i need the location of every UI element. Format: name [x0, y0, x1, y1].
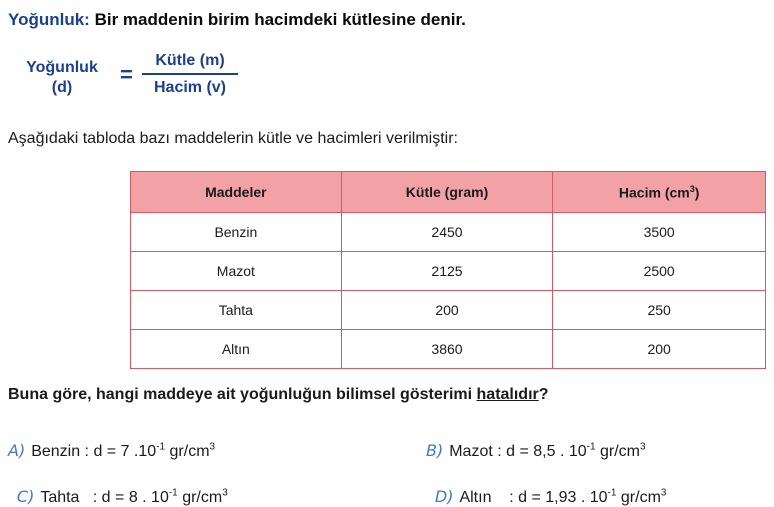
- cell-volume: 250: [553, 291, 766, 330]
- option-d[interactable]: D) Altın : d = 1,93 . $10^{-1}$ $gr/cm^3$: [434, 487, 667, 506]
- formula-lhs-word: Yoğunluk: [26, 59, 98, 76]
- formula-lhs: [14, 58, 110, 98]
- question-text: Buna göre, hangi maddeye ait yoğunluğun bilimsel gösterimi hatalıdır?: [8, 386, 549, 403]
- formula-lhs-symbol: (d): [51, 79, 73, 96]
- cell-mass: 2125: [341, 252, 553, 291]
- table-row: [131, 291, 766, 330]
- option-b[interactable]: B) Mazot : d = 8,5 . $10^{-1}$ $gr/cm^3$: [426, 441, 646, 460]
- header-volume: Hacim $(cm^3)$: [553, 172, 766, 213]
- intro-text: Aşağıdaki tabloda bazı maddelerin kütle ve hacimleri verilmiştir:: [8, 130, 458, 147]
- cell-volume: 3500: [553, 213, 766, 252]
- formula-numerator: Kütle (m): [142, 52, 238, 75]
- definition-text: Bir maddenin birim hacimdeki kütlesine denir.: [94, 10, 466, 29]
- option-letter: B): [426, 441, 444, 460]
- cell-volume: 2500: [553, 252, 766, 291]
- cell-volume: 200: [553, 330, 766, 369]
- option-letter: C): [16, 487, 35, 506]
- table-row: [131, 330, 766, 369]
- header-mass: Kütle (gram): [341, 172, 553, 213]
- header-substances: Maddeler: [131, 172, 342, 213]
- definition-heading: [8, 10, 466, 30]
- option-letter: A): [8, 441, 26, 460]
- option-letter: D): [434, 487, 454, 506]
- option-a[interactable]: A) Benzin : d = 7 $.10^{-1}$ $gr/cm^3$: [8, 441, 216, 460]
- question-emphasis: hatalıdır: [476, 386, 539, 403]
- cell-substance: Tahta: [131, 291, 342, 330]
- cell-mass: 3860: [341, 330, 553, 369]
- table-row: [131, 252, 766, 291]
- substances-table: [130, 171, 766, 369]
- option-c[interactable]: C) Tahta : d = 8 . $10^{-1}$ $gr/cm^3$: [16, 487, 228, 506]
- cell-mass: 2450: [341, 213, 553, 252]
- cell-mass: 200: [341, 291, 553, 330]
- table-row: [131, 213, 766, 252]
- cell-substance: Mazot: [131, 252, 342, 291]
- formula-denominator: Hacim (v): [153, 79, 227, 96]
- density-formula: [14, 52, 254, 112]
- formula-fraction: [142, 52, 238, 97]
- definition-term: Yoğunluk:: [8, 10, 90, 29]
- table-header-row: [131, 172, 766, 213]
- cell-substance: Benzin: [131, 213, 342, 252]
- formula-equals: =: [120, 62, 133, 87]
- cell-substance: Altın: [131, 330, 342, 369]
